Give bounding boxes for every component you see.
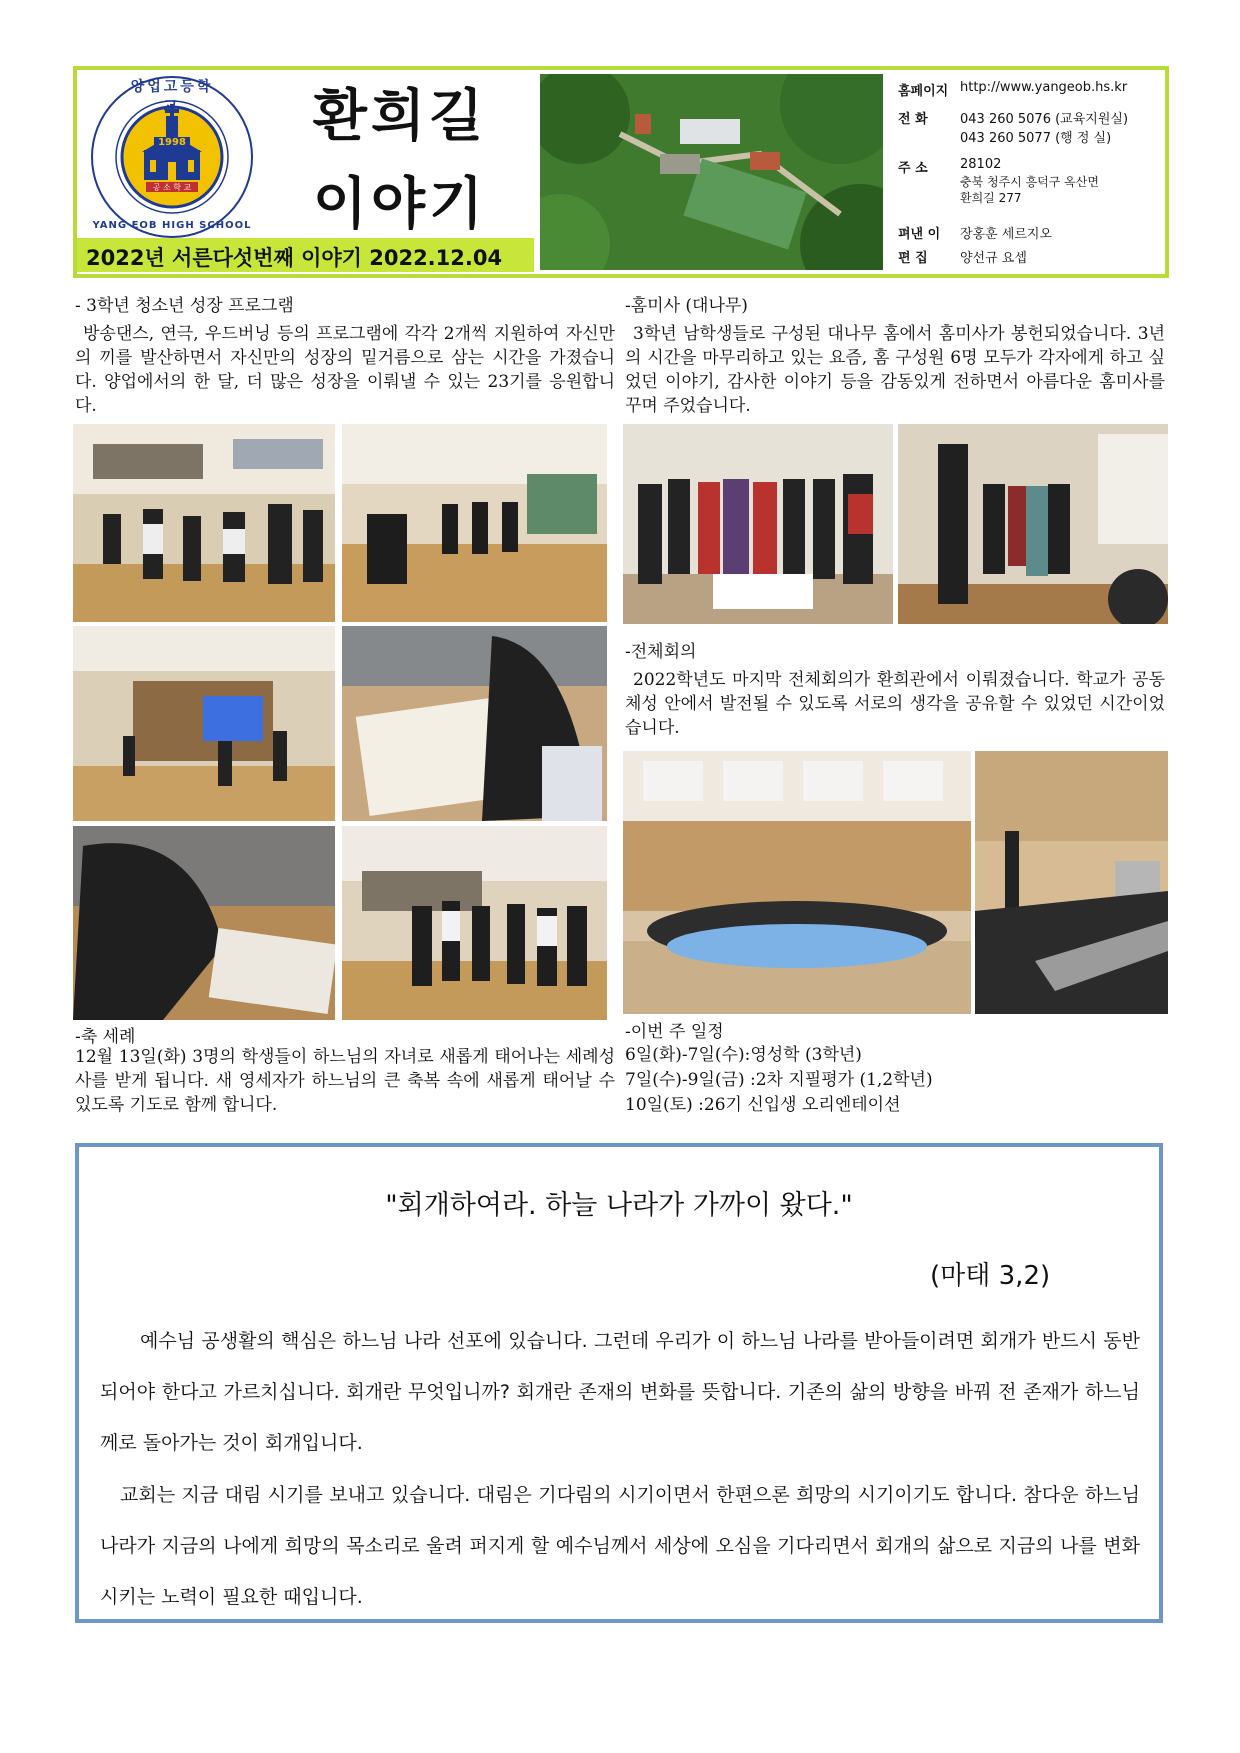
publisher-label: 펴낸 이 xyxy=(898,227,941,242)
campus-aerial-photo xyxy=(540,74,883,270)
address-label: 주 소 xyxy=(898,161,928,176)
phone-label: 전 화 xyxy=(898,112,928,127)
assembly-body: 2022학년도 마지막 전체회의가 환희관에서 이뤄졌습니다. 학교가 공동체성 안에서 발전될 수 있도록 서로의 생각을 공유할 수 있었던 시간이었습니다. xyxy=(625,670,1165,738)
youth-program-body: 방송댄스, 연극, 우드버닝 등의 프로그램에 각각 2개씩 지원하여 자신만의 끼를 발산하면서 자신만의 성장의 밑거름으로 삼는 시간을 가졌습니다. 양업에서의 한 달, 더 많은 성장을 이뤄낼 수 있는 23기를 응원합니다. xyxy=(75,324,615,416)
photo-group-activity xyxy=(342,826,607,1020)
logo-year: 1998 xyxy=(154,137,190,148)
schedule-item-1: 6일(화)-7일(수):영성학 (3학년) xyxy=(625,1045,862,1065)
schedule-item-2: 7일(수)-9일(금) :2차 지필평가 (1,2학년) xyxy=(625,1070,933,1090)
photo-assembly-discussion xyxy=(975,751,1168,1014)
editor-label: 편 집 xyxy=(898,251,928,266)
home-mass-title: -홈미사 (대나무) xyxy=(625,296,748,316)
newsletter-title-line1: 환희길 xyxy=(312,84,488,149)
logo-english: YANG EOB HIGH SCHOOL xyxy=(92,220,252,231)
school-logo xyxy=(82,72,262,242)
scripture-reference: (마태 3,2) xyxy=(930,1261,1051,1291)
youth-program-title: - 3학년 청소년 성장 프로그램 xyxy=(75,296,294,316)
zip-code: 28102 xyxy=(960,157,1002,172)
homepage-label: 홈페이지 xyxy=(898,84,949,99)
schedule-item-3: 10일(토) :26기 신입생 오리엔테이션 xyxy=(625,1095,901,1115)
logo-motto: 공 소 학 교 xyxy=(152,183,192,192)
newsletter-title-line2: 이야기 xyxy=(312,172,488,237)
homepage-link[interactable]: http://www.yangeob.hs.kr xyxy=(960,80,1128,95)
scripture-quote: "회개하여라. 하늘 나라가 가까이 왔다." xyxy=(385,1190,853,1221)
photo-dance-class xyxy=(73,424,335,622)
photo-home-mass-sharing xyxy=(898,424,1168,624)
photo-home-mass-group xyxy=(623,424,893,624)
editor-name: 양선규 요셉 xyxy=(960,251,1027,266)
photo-theater-stage xyxy=(73,626,335,821)
home-mass-body: 3학년 남학생들로 구성된 대나무 홈에서 홈미사가 봉헌되었습니다. 3년의 시간을 마무리하고 있는 요즘, 홈 구성원 6명 모두가 각자에게 하고 싶었던 이야기, 감사한 이야기 등을 감동있게 전하면서 아름다운 홈미사를 꾸며 주었습니다. xyxy=(625,324,1165,416)
address-line2: 환희길 277 xyxy=(960,191,1022,205)
photo-student-crafting xyxy=(73,826,335,1020)
baptism-title: -축 세례 xyxy=(75,1027,136,1047)
schedule-title: -이번 주 일정 xyxy=(625,1022,724,1042)
logo-arc-text: 양업고등학교 xyxy=(130,79,214,115)
photo-assembly-hall xyxy=(623,751,971,1014)
assembly-title: -전체회의 xyxy=(625,642,697,662)
reflection-paragraph-2: 교회는 지금 대림 시기를 보내고 있습니다. 대림은 기다림의 시기이면서 한편으론 희망의 시기이기도 합니다. 참다운 하느님 나라가 지금의 나에게 희망의 목소리로 울려 퍼지게 할 예수님께서 세상에 오심을 기다리면서 회개의 삶으로 지금의 나를 변화시키는 노력이 필요한 때입니다. xyxy=(100,1484,1140,1608)
edition-label: 2022년 서른다섯번째 이야기 2022.12.04 xyxy=(86,246,503,270)
phone-2: 043 260 5077 (행 정 실) xyxy=(960,131,1112,146)
phone-1: 043 260 5076 (교육지원실) xyxy=(960,112,1129,127)
reflection-paragraph-1: 예수님 공생활의 핵심은 하느님 나라 선포에 있습니다. 그런데 우리가 이 하느님 나라를 받아들이려면 회개가 반드시 동반되어야 한다고 가르치십니다. 회개란 무엇입니까? 회개란 존재의 변화를 뜻합니다. 기존의 삶의 방향을 바꿔 전 존재가 하느님께로 돌아가는 것이 회개입니다. xyxy=(100,1330,1140,1454)
publisher-name: 장홍훈 세르지오 xyxy=(960,227,1053,242)
address-line1: 충북 청주시 흥덕구 옥산면 xyxy=(960,175,1099,189)
photo-dance-practice xyxy=(342,424,607,622)
photo-wood-burning xyxy=(342,626,607,821)
baptism-body: 12월 13일(화) 3명의 학생들이 하느님의 자녀로 새롭게 태어나는 세례성사를 받게 됩니다. 새 영세자가 하느님의 큰 축복 속에 새롭게 태어날 수 있도록 기도로 함께 합니다. xyxy=(75,1047,615,1115)
